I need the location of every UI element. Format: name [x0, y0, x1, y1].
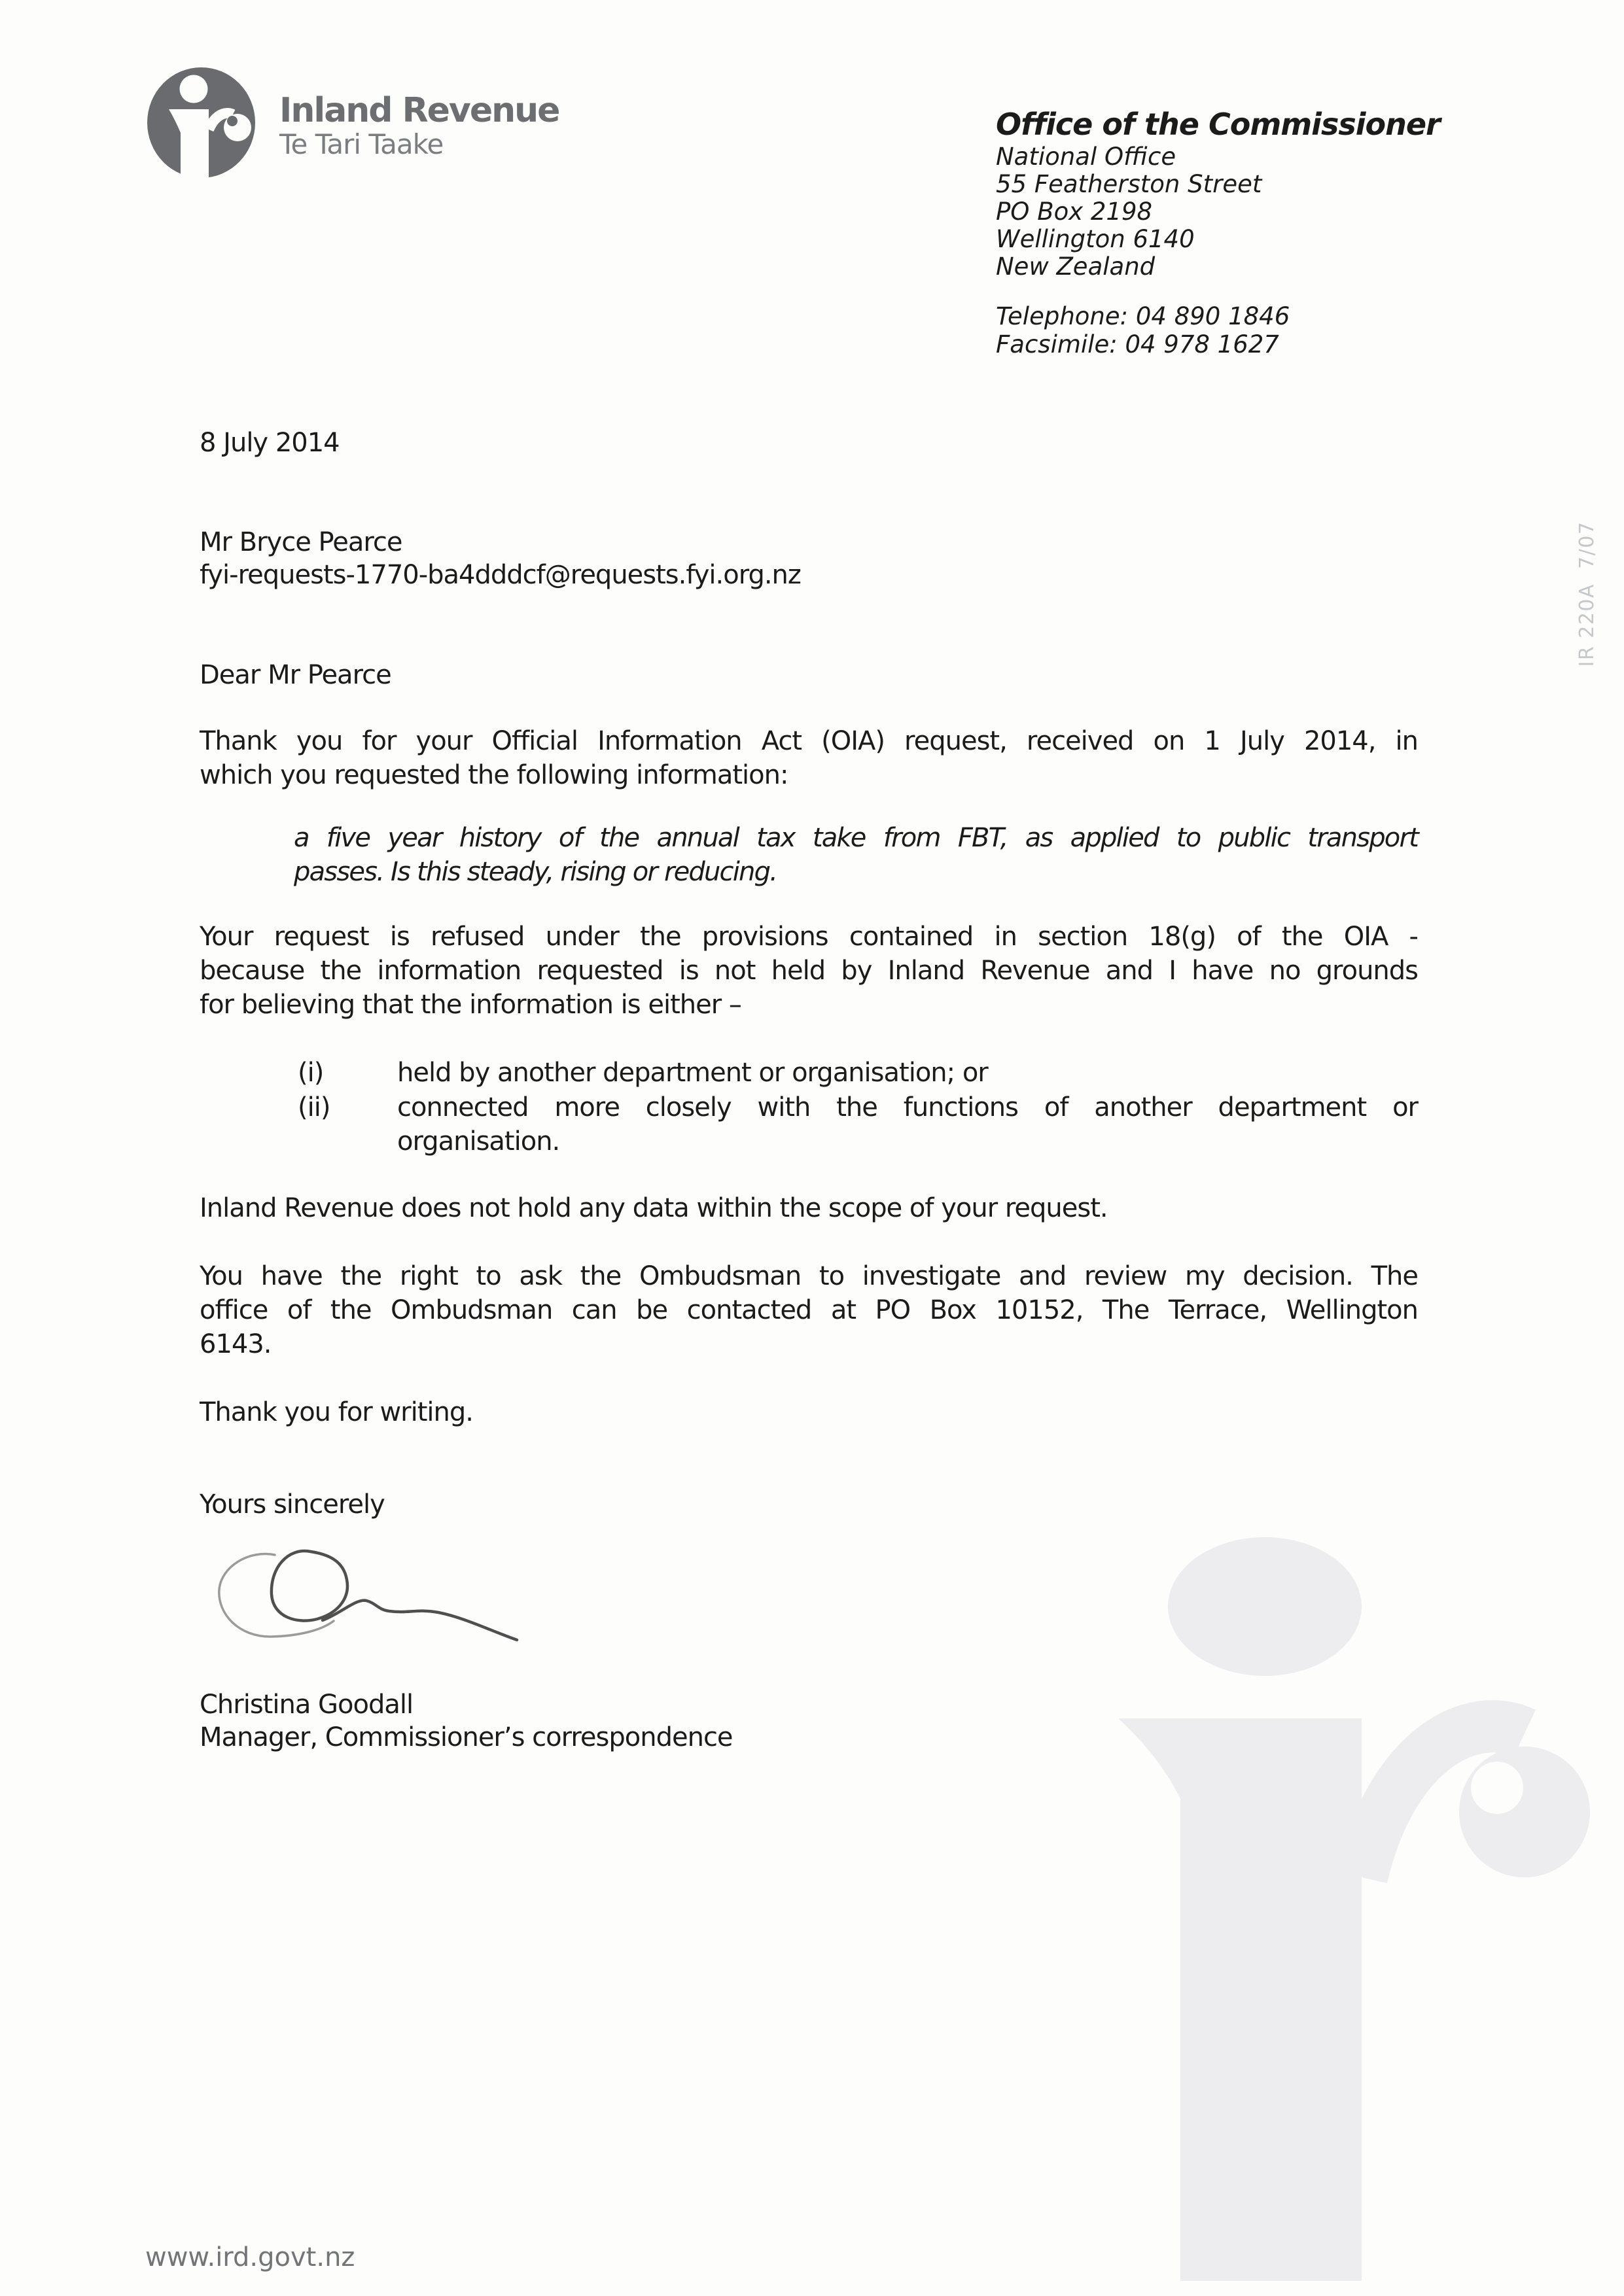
list-item-i [200, 1056, 1418, 1090]
ir-watermark-icon [1116, 1537, 1603, 2283]
list-text-i: held by another department or organisation; or [397, 1058, 988, 1088]
para-refusal: Your request is refused under the provisions contained in section 18(g) of the OIA - because the information requested is not held by Inland Revenue and I have no grounds for believing that the information is either – [200, 922, 1418, 1020]
list-marker-i: (i) [298, 1058, 324, 1088]
list-marker-ii: (ii) [298, 1092, 330, 1122]
office-contact: Telephone: 04 890 1846 Facsimile: 04 978 1627 [996, 302, 1290, 358]
letter-date: 8 July 2014 [200, 428, 340, 458]
list-item-ii [200, 1090, 1418, 1158]
para-closing-thanks: Thank you for writing. [200, 1397, 473, 1427]
para-no-data: Inland Revenue does not hold any data within the scope of your request. [200, 1193, 1108, 1223]
salutation: Dear Mr Pearce [200, 660, 391, 690]
valediction: Yours sincerely [200, 1489, 385, 1520]
office-title: Office of the Commissioner [996, 107, 1440, 142]
signer-block [200, 1688, 1418, 1754]
quoted-request: a five year history of the annual tax take from FBT, as applied to public transport passes. Is this steady, rising or reducing. [294, 823, 1418, 887]
recipient-name: Mr Bryce Pearce [200, 527, 402, 557]
brand-name: Inland Revenue [279, 91, 559, 130]
signer-name: Christina Goodall [200, 1690, 414, 1720]
para-opening: Thank you for your Official Information Act (OIA) request, received on 1 July 2014, in which you requested the following information: [200, 726, 1418, 790]
office-block [996, 108, 1454, 358]
form-reference: IR 220A 7/07 [1576, 521, 1598, 667]
signer-title: Manager, Commissioner’s correspondence [200, 1722, 733, 1752]
office-address: National Office 55 Featherston Street PO Box 2198 Wellington 6140 New Zealand [996, 143, 1262, 281]
recipient-block [200, 526, 1418, 591]
signature [209, 1540, 530, 1652]
list-text-ii: connected more closely with the functions of another department or organisation. [397, 1092, 1418, 1157]
recipient-email: fyi-requests-1770-ba4dddcf@requests.fyi.org.nz [200, 560, 801, 590]
ir-logo-icon [147, 67, 255, 180]
para-ombudsman: You have the right to ask the Ombudsman to investigate and review my decision. The office of the Ombudsman can be contacted at PO Box 10152, The Terrace, Wellington 6143. [200, 1261, 1418, 1359]
website-url: www.ird.govt.nz [145, 2242, 355, 2272]
brand-maori: Te Tari Taake [279, 128, 444, 160]
